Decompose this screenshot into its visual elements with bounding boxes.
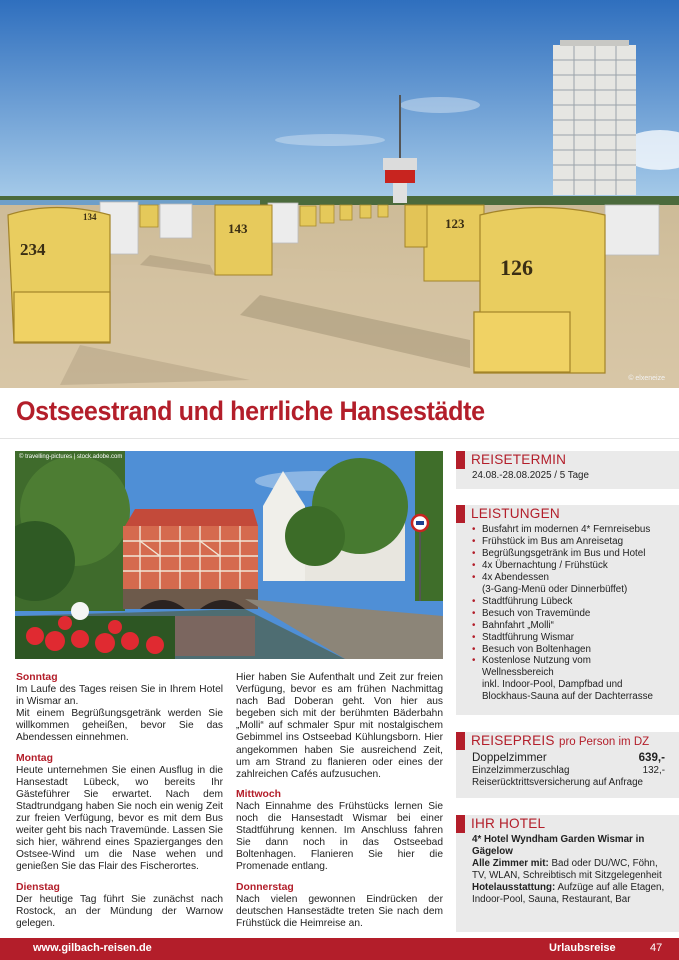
list-item: • Kostenlose Nutzung vom Wellnessbereich inkl. Indoor-Pool, Dampfbad und Blockhaus-Sauna auf der Dachterrasse (472, 655, 671, 703)
box-header (456, 451, 679, 469)
accent-bar (456, 451, 465, 469)
price-label: Doppelzimmer (472, 751, 547, 764)
list-item: • Bahnfahrt „Molli“ (472, 620, 671, 632)
list-item: • Besuch von Boltenhagen (472, 644, 671, 656)
beach-photo (0, 0, 679, 388)
accent-bar (456, 732, 465, 750)
day-heading: Mittwoch (236, 788, 282, 800)
photo-credit: © travelling-pictures | stock.adobe.com (19, 454, 123, 460)
page-title: Ostseestrand und herrliche Hansestädte (16, 396, 485, 426)
itinerary-column-middle (236, 672, 443, 930)
box-title: REISEPREIS (471, 733, 555, 748)
footer-category: Urlaubsreise (549, 942, 616, 954)
price-amount: 639,- (638, 751, 665, 764)
chair-number: 134 (83, 212, 97, 222)
list-item: • Stadtführung Lübeck (472, 596, 671, 608)
rooms-text: Bad oder DU/WC, Föhn, TV, WLAN, Schreibtisch mit Sitzgelegenheit (472, 857, 662, 881)
accent-bar (456, 505, 465, 523)
page-number: 47 (650, 942, 663, 954)
leistungen-box (456, 505, 679, 715)
itinerary-column-left (16, 672, 223, 930)
features-label: Hotelausstattung: (472, 881, 556, 893)
price-label: Einzelzimmerzuschlag (472, 765, 570, 776)
box-subtitle: pro Person im DZ (559, 736, 650, 748)
hotel-box (456, 815, 679, 932)
price-row (472, 765, 671, 777)
list-item: • Begrüßungsgetränk im Bus und Hotel (472, 548, 671, 560)
services-list (472, 524, 671, 703)
wismar-scene (15, 451, 443, 659)
chair-number: 123 (445, 216, 465, 231)
reisepreis-box (456, 732, 679, 798)
day-text: Der heutige Tag führt Sie zunächst nach Rostock, an der Mündung der Warnow gelegen. (16, 893, 223, 929)
accent-bar (456, 815, 465, 833)
hotel-name: 4* Hotel Wyndham Garden Wismar in Gägelow (472, 834, 645, 857)
day-heading: Montag (16, 752, 53, 764)
box-header (456, 505, 679, 523)
price-row (472, 777, 671, 789)
footer-bar (0, 938, 679, 960)
box-header (456, 815, 679, 833)
box-title: REISETERMIN (471, 452, 567, 467)
features-text: Aufzüge auf alle Etagen, Indoor-Pool, Sauna, Restaurant, Bar (472, 881, 665, 905)
travel-dates: 24.08.-28.08.2025 / 5 Tage (472, 470, 589, 481)
reisetermin-box (456, 451, 679, 489)
list-item: • Besuch von Travemünde (472, 608, 671, 620)
list-item: • Frühstück im Bus am Anreisetag (472, 536, 671, 548)
price-label: Reiserücktrittsversicherung auf Anfrage (472, 776, 643, 788)
box-title: IHR HOTEL (471, 816, 546, 831)
list-item: • Busfahrt im modernen 4* Fernreisebus (472, 524, 671, 536)
day-text: Heute unternehmen Sie einen Ausflug in die Hansestadt Lübeck, wo bereits Ihr Gästeführer Sie erwartet. Nach dem Stadtrundgang haben Sie noch ein wenig Zeit zur freien Verfügung, bevor es mit dem Bus weiter geht bis nach Travemünde. Lassen Sie sich hier, während eines Spazierganges den Ostsee-Wind um die Nase wehen und genießen Sie das Flair des Fischerortes. (16, 764, 223, 873)
website-link[interactable]: www.gilbach-reisen.de (33, 942, 152, 954)
price-row (472, 751, 671, 765)
chair-number: 234 (20, 240, 46, 259)
price-amount: 132,- (642, 765, 665, 776)
day-text: Nach vielen gewonnen Eindrücken der deutschen Hansestädte treten Sie nach dem Frühstück die Heimreise an. (236, 893, 443, 929)
list-item: • 4x Abendessen (3-Gang-Menü oder Dinnerbüffet) (472, 572, 671, 596)
rooms-label: Alle Zimmer mit: (472, 857, 549, 869)
day-heading: Sonntag (16, 672, 58, 683)
day-heading: Donnerstag (236, 881, 294, 893)
hotel-rooms (472, 858, 671, 882)
wismar-photo (15, 451, 443, 659)
list-item: • 4x Übernachtung / Frühstück (472, 560, 671, 572)
box-title: LEISTUNGEN (471, 506, 560, 521)
divider (0, 438, 679, 439)
day-text: Nach Einnahme des Frühstücks lernen Sie noch die Hansestadt Wismar bei einer Stadtführung kennen. Im Anschluss fahren Sie dann noch in das Ostseebad Boltenhagen. Flanieren Sie hier die Promenade entlang. (236, 800, 443, 873)
hotel-features (472, 882, 671, 906)
chair-number: 126 (500, 255, 533, 280)
beach-scene (0, 0, 679, 388)
photo-credit: © elxeneize (628, 375, 665, 382)
day-text: Im Laufe des Tages reisen Sie in Ihrem Hotel in Wismar an. Mit einem Begrüßungsgetränk werden Sie willkommen geheißen, bevor Sie das Abendessen einnehmen. (16, 684, 223, 744)
box-header (456, 732, 679, 750)
day-heading: Dienstag (16, 881, 60, 893)
chair-number: 143 (228, 221, 248, 236)
day-text: Hier haben Sie Aufenthalt und Zeit zur freien Verfügung, bevor es am frühen Nachmittag nach Bad Doberan geht. Von hier aus begeben sich mit der berühmten Bäderbahn „Molli“ auf schmaler Spur mit nostalgischem Gebimmel ins Ostseebad Kühlungsborn. Hier angekommen haben Sie ausreichend Zeit, um am Strand zu flanieren oder eines der zahlreichen Cafés aufzusuchen. (236, 672, 443, 780)
list-item: • Stadtführung Wismar (472, 632, 671, 644)
